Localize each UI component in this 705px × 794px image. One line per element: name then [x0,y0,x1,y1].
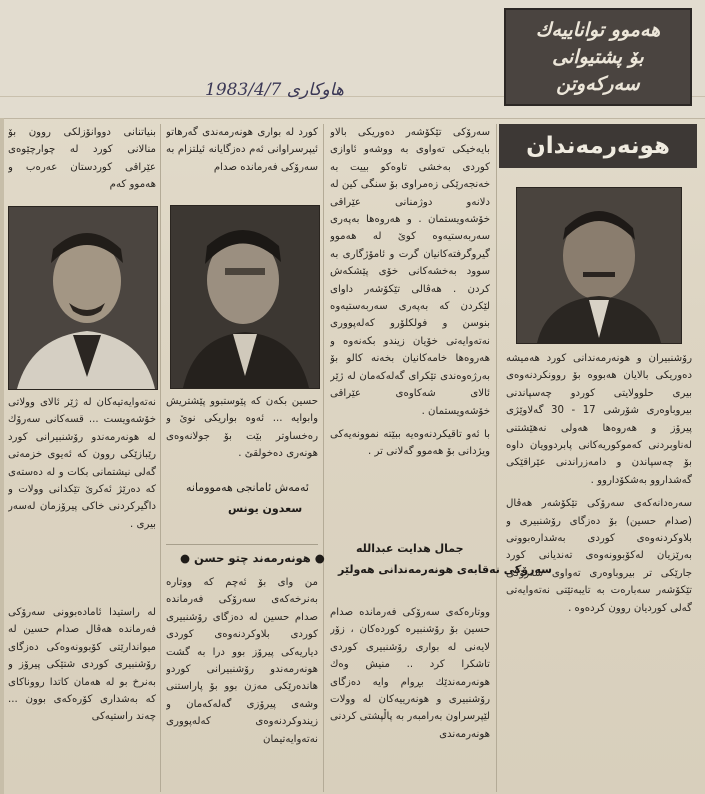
banner-line-2: بۆ پشتیوانی [552,45,644,68]
portrait-photo-right [516,187,682,344]
center-left-note: ئەمەش ئامانجی هەموومانە [186,481,309,494]
center-left-column-top [166,124,318,196]
far-left-para-2: نەتەوایەتیەكان لە ژێر ئالای وولاتی خۆشەویست ... قسەكانی سەرۆك لە هونەرمەندو رۆشنبیرانی كورد رێبازێكی روون كە ئەیوی خزمەتی گەلی نیشتمانی بكات و لە دەستەی كە دەرێژ ئەكرێ تێكدانی وولات و داگیركردنی خاكی پیرۆزمان لەسەر بیری . [8,397,156,530]
bullet-dot-icon-2: ● [180,551,195,565]
center-left-column-lower [166,574,318,792]
bullet-dot-icon: ● [310,551,325,565]
section-title-text: هونەرمەندان [526,133,670,159]
center-right-para-3: ووتارەكەی سەرۆكی فەرماندە صدام حسین بۆ رۆشنبیرە كوردەكان ، زۆر لایەنی لە بواری رۆشنبیری كوردی تاشكرا كرد .. منیش وەك هونەرمەندێك بڕوام وایە دەزگای رۆشنبیری و هونەرییەكان لە وولات لێپرسراون بەرامبەر بە پاڵپشتی كردنی هونەرمەندی [330,607,490,740]
center-right-heading: سەرۆكی نەقابەی هونەرمەندانی هەولێر [338,563,552,576]
right-column-para-1: رۆشنبیران و هونەرمەندانی كورد هەمیشە دەوریكی بالایان هەبووە بۆ روونكردنەوەی بیری حلوولایتی كوردو چەسپاندنی بیروباوەری شۆرشی 17 - 30 گەلاوێژی پیرۆز و هەروەها هەولی نەهێشتنی لەناوبردنی كەموكوریەكانی پابردوویان داوە بۆ چەسپاندن و دامەزراندنی عێراقێكی گەشداروو بەشكۆداروو . [506,353,692,486]
handwritten-date: 1983/4/7 هاوکاری [205,80,344,100]
left-edge-strip [0,118,4,794]
right-column-para-2: سەرەدانەكەی سەرۆكی تێكۆشەر هەڤال (صدام حسین) بۆ دەزگای رۆشنبیری و بلاوكردنەوەی كوردی بەشدارەبوونی بەرێزیان لەكۆبوونەوەی تەندیانی كورد جارێكی تر بیروباوەری تەواوی سەرۆكی تێكۆشەر سەبارەت بە تایبەتێتی نەتەوایەتی گەلی كوردیان روون كردەوە . [506,498,692,614]
far-left-column-lower [8,604,156,792]
center-right-column-lower [330,604,490,792]
banner-line-1: هەموو تواناییەك [535,18,661,41]
center-right-author: جمال هدایت عبدالله [356,542,464,555]
portrait-photo-center [170,205,320,389]
center-right-para-2: با ئەو تاقیكردنەوەیە ببێتە نموونەیەكی ویژدانی بۆ هەموو گەلانی تر . [330,428,490,458]
far-left-para-1: بنیاتنانی دووانۆزلكی روون بۆ منالانی كورد لە چوارچێوەی عێراقی كوردستان عەرەب و هەموو كەم [8,127,156,191]
center-left-column-mid [166,393,318,473]
column-rule-2 [323,124,324,792]
center-right-para-1: سەرۆكی تێكۆشەر دەوریكی بالاو بایەخیكی تەواوی بە ووشەو ئاوازی كوردی بەخشی تاوەكو بییت بە خەنجەرێكی زەمراوی بۆ سنگی كین لە دلانەو دوژمنانی عێراقی خۆشەویستمان . و هەروەها بەپەری سەربەستیەوە كوێ لە هەموو گیروگرفتەكانیان گرت و ئامۆژگاری بە سوود بەخشەكانی خۆی پێشكەش كردن . هەڤالی تێكۆشەر داوای لێكردن كە بەپەری سەربەستیەوە بنوسن و فولكلۆرو كەلەپووری نەتەوایەتی خۆیان زیندو بكەنەوە و هەروەها خامەكانیان بخەنە كالو بۆ بەرژەوەندی تێكرای گەلەكەمان لە ژێر ئالای شەكاوەی عێراقی خۆشەویستمان . [330,127,490,417]
banner-line-3: سەركەوتن [556,73,640,96]
center-left-para-4: من وای بۆ ئەچم كە ووتارە بەنرخەكەی سەرۆكی فەرماندە صدام حسین لە دەزگای رۆشنبیری كوردی بلاوكردنەوەی كوردی دیاریەكی پیرۆز بوو درا بە گشت هونەرمەندو رۆشنبیرانی كوردو هاندەرێكی مەزن بوو بۆ پاراستنی وشەی پیرۆزی گەلەكەمان و زیندوكردنەوەی كەلەپووری نەتەوایەتیمان [166,577,318,745]
center-left-bullet-label: هونەرمەند چتو حسن [194,551,311,565]
center-left-para-2: حسین بكەن كە پێوستبوو پێشتریش وابوایە ... ئەوە بواریكی نوێ و رەخساوتر بێت بۆ جولانەوەی هونەری دەخولقێ . [166,396,318,460]
center-left-bullet-heading [180,551,325,565]
column-rule-3 [160,124,161,792]
center-right-column-text [330,124,490,534]
far-left-para-3: لە راستیدا ئامادەبوونی سەرۆكی فەرماندە هەڤال صدام حسین لە میواندارێتی كۆبوونەوەكی دەزگای رۆشنبیری كوردی شتێكی پیرۆز و بەنرخ بو لە هەمان كاتدا رووناكای كە بەشداری كۆرەكەی بوون ... چەند راستیەكی [8,607,156,723]
portrait-photo-center-art [171,206,319,388]
column-rule-1 [496,124,497,792]
slogan-banner [504,8,692,106]
portrait-photo-right-art [517,188,681,343]
section-title [499,124,697,168]
center-left-author: سعدون یونس [228,502,303,515]
center-left-para-1: كورد لە بواری هونەرمەندی گەرهاتو ئیپرسراوانی ئەم دەزگایانە ئیلتزام بە سەرۆكی فەرماندە صدام [166,127,318,173]
portrait-photo-left-art [9,207,157,389]
portrait-photo-left [8,206,158,390]
far-left-column-top [8,124,156,202]
far-left-column-mid [8,394,156,598]
center-left-divider [166,544,318,545]
